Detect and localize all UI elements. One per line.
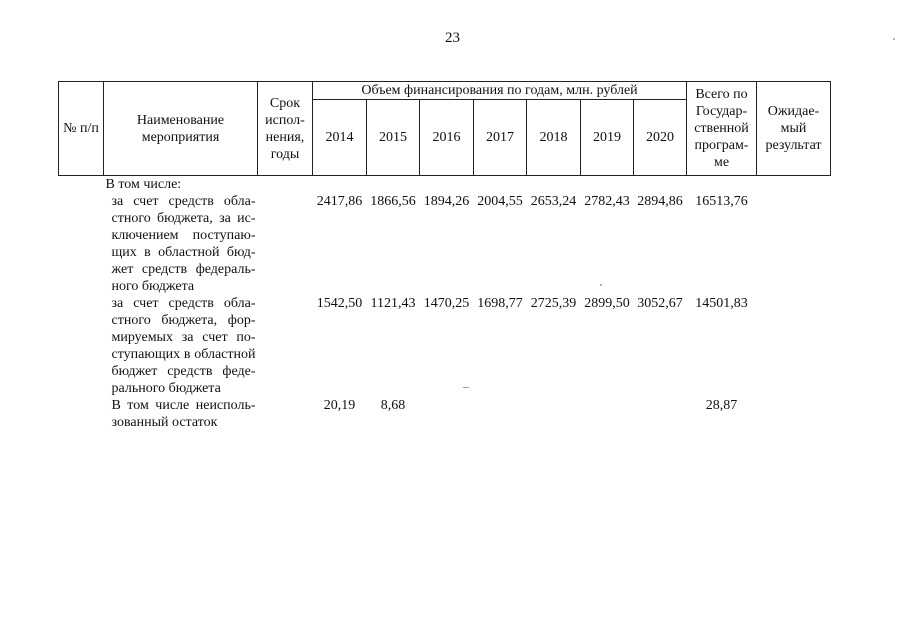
value-cell: 2894,86 [637,194,683,209]
subheading: В том числе: [105,177,182,192]
header-year: 2019 [581,100,634,176]
header-year: 2014 [313,100,367,176]
value-cell: 2782,43 [584,194,630,209]
scan-speck [893,38,895,40]
row-description: за счет средств обла- стного бюджета, фор- мируемых за счет по- ступающих в областной бюджет средств феде- рального бюджета [111,296,256,396]
header-total: Всего по Государ-ственной програм-ме [687,82,757,176]
value-cell: 20,19 [323,398,356,413]
value-cell [527,397,581,431]
header-result: Ожидае-мый результат [757,82,831,176]
value-cell: 2417,86 [316,194,363,209]
table-row [59,397,831,431]
value-cell [634,397,687,431]
row-description: за счет средств обла- стного бюджета, за ис- ключением поступаю- щих в областной бюд- жет средств федераль- ного бюджета [111,194,256,294]
funding-table [58,81,831,431]
header-year: 2016 [420,100,474,176]
value-cell: 1866,56 [370,194,416,209]
total-cell: 16513,76 [695,194,748,209]
value-cell: 2725,39 [530,296,577,311]
header-year: 2017 [474,100,527,176]
scan-speck [463,387,469,388]
header-year: 2020 [634,100,687,176]
header-year: 2015 [367,100,420,176]
table-body [59,176,831,432]
value-cell: 3052,67 [637,296,683,311]
value-cell: 1470,25 [423,296,470,311]
value-cell: 1542,50 [316,296,363,311]
header-num: № п/п [59,82,104,176]
row-description: В том числе неисполь- зованный остаток [111,398,256,430]
table-header [59,82,831,176]
total-cell: 28,87 [705,398,738,413]
total-cell: 14501,83 [695,296,748,311]
page-number: 23 [445,30,460,46]
value-cell: 8,68 [380,398,406,413]
value-cell [474,397,527,431]
table-row [59,295,831,397]
header-term: Срок испол-нения, годы [258,82,313,176]
scan-speck [600,284,602,286]
value-cell: 1698,77 [477,296,523,311]
table-row [59,193,831,295]
value-cell: 2653,24 [530,194,577,209]
value-cell [420,397,474,431]
value-cell: 1894,26 [423,194,470,209]
value-cell [581,397,634,431]
value-cell: 2899,50 [584,296,630,311]
value-cell: 1121,43 [370,296,416,311]
header-funding-group: Объем финансирования по годам, млн. рублей [313,82,687,100]
header-year: 2018 [527,100,581,176]
value-cell: 2004,55 [477,194,523,209]
header-name: Наименование мероприятия [104,82,258,176]
